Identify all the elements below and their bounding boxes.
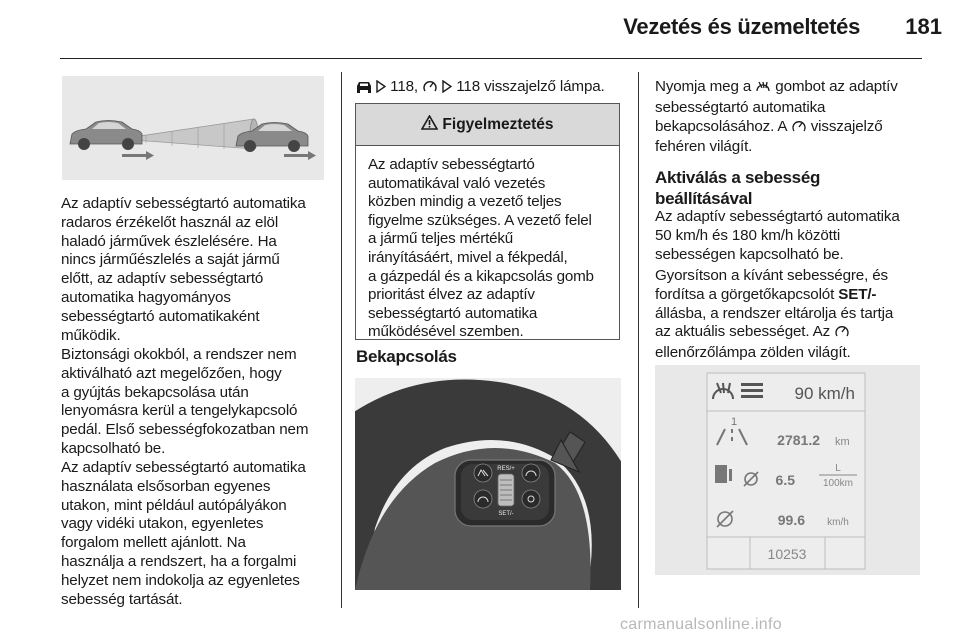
page-header-title: Vezetés és üzemeltetés bbox=[623, 14, 860, 39]
reference-arrow-icon bbox=[442, 80, 452, 99]
cruise-control-indicator-icon bbox=[834, 325, 850, 344]
instrument-cluster-display bbox=[655, 365, 920, 575]
safety-paragraph: Biztonsági okokból, a rendszer nem aktiválható azt megelőzően, hogy a gyújtás bekapcsolása után lenyomásra kerül a tengelykapcsoló pedál. Első sebességfokozatban nem kapcsolható be. bbox=[61, 346, 309, 457]
warning-box bbox=[355, 103, 620, 340]
trip-value: 2781.2 bbox=[777, 432, 820, 448]
activation-range-paragraph: Az adaptív sebességtartó automatika 50 km/h és 180 km/h közötti sebességen kapcsolható be. bbox=[655, 208, 900, 263]
fuel-consumption-value: 6.5 bbox=[775, 472, 795, 488]
column-divider bbox=[638, 72, 639, 608]
acc-on-button-icon bbox=[522, 464, 540, 482]
following-distance-icon bbox=[741, 383, 763, 398]
acc-button-icon bbox=[755, 79, 771, 99]
warning-triangle-icon bbox=[421, 115, 438, 135]
column-divider bbox=[341, 72, 342, 608]
cancel-button-icon bbox=[474, 490, 492, 508]
fuel-unit-bottom: 100km bbox=[822, 478, 854, 489]
reference-arrow-icon bbox=[376, 80, 386, 99]
average-speed-unit: km/h bbox=[827, 517, 849, 528]
cruise-control-indicator-icon bbox=[791, 120, 807, 139]
odometer-value: 10253 bbox=[767, 546, 807, 562]
section-heading-activation: Bekapcsolás bbox=[356, 347, 457, 366]
reference-line: 118, 118 visszajelző lámpa. bbox=[356, 78, 636, 99]
trip-unit: km bbox=[835, 436, 850, 448]
header-rule bbox=[60, 58, 922, 59]
cruise-control-indicator-icon bbox=[422, 80, 438, 99]
press-button-paragraph: Nyomja meg a gombot az adaptív sebességtartó automatika bekapcsolásához. A visszajelző fehéren világít. bbox=[655, 78, 898, 156]
usage-paragraph: Az adaptív sebességtartó automatika használata elsősorban egyenes utakon, mint például autópályákon vagy vidéki utakon, egyenletes forgalom mellett ajánlott. Na használja a rendszert, ha a forgalmi helyzet nem indokolja az egyenletes sebesség tartását. bbox=[61, 459, 306, 608]
res-label: RES/+ bbox=[497, 466, 515, 472]
average-speed-value: 99.6 bbox=[777, 512, 805, 528]
following-car-icon bbox=[70, 121, 142, 151]
warning-text: Az adaptív sebességtartó automatikával való vezetés közben mindig a vezető teljes figyelme szükséges. A vezető felel a jármű teljes mértékű irányításáért, mivel a fékpedál, a gázpedál és a kikapcsolás gomb prioritást élvez az adaptív sebességtartó automatika működésével szemben. bbox=[368, 156, 594, 341]
steering-wheel-controls-image bbox=[355, 378, 621, 590]
warning-header: Figyelmeztetés bbox=[356, 104, 619, 146]
page-number: 181 bbox=[905, 14, 942, 39]
section-heading-speed-activation: Aktiválás a sebesség beállításával bbox=[655, 168, 821, 208]
set-label: SET/- bbox=[498, 511, 514, 517]
fuel-unit-top: L bbox=[835, 463, 841, 474]
gear-indicator: 1 bbox=[731, 416, 738, 428]
watermark: carmanualsonline.info bbox=[620, 616, 782, 633]
speed-limiter-button-icon bbox=[522, 490, 540, 508]
adaptive-cruise-illustration bbox=[62, 76, 324, 180]
set-speed-value: 90 km/h bbox=[794, 384, 855, 403]
intro-paragraph: Az adaptív sebességtartó automatika radaros érzékelőt használ az elöl haladó járművek észlelésére. Ha nincs járműészlelés a saját jármű előtt, az adaptív sebességtartó automatika hagyományos sebességtartó automatikaként működik. bbox=[61, 195, 306, 344]
set-speed-paragraph: Gyorsítson a kívánt sebességre, és fordítsa a görgetőkapcsolót SET/- állásba, a rendszer eltárolja és tartja az aktuális sebességet. Az ellenőrzőlámpa zölden világít. bbox=[655, 267, 894, 362]
motion-arrow-icon bbox=[122, 151, 154, 160]
motion-arrow-icon bbox=[284, 151, 316, 160]
car-reference-icon bbox=[356, 80, 372, 99]
